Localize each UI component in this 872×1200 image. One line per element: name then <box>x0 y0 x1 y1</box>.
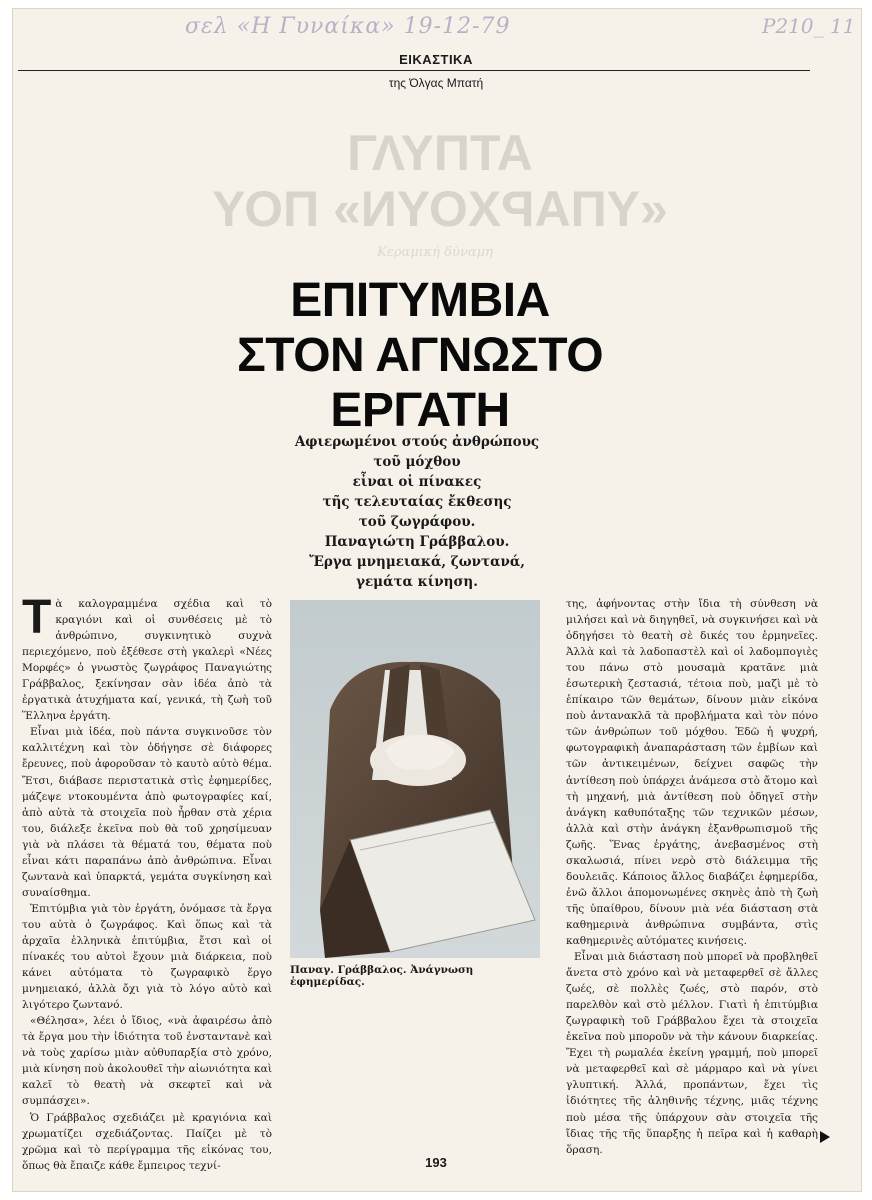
headline: ΕΠΙΤΥΜΒΙΑ ΣΤΟΝ ΑΓΝΩΣΤΟ ΕΡΓΑΤΗ <box>236 274 604 437</box>
bleed-through-text-right <box>565 420 820 590</box>
bleed-through-subtitle: Κεραμική δύναμη <box>377 245 493 260</box>
header-rule <box>18 70 810 71</box>
paragraph: Ἐπιτύμβια γιὰ τὸν ἐργάτη, ὀνόμασε τὰ ἔργα του αὐτὰ ὁ ζωγράφος. Καὶ ὅπως καὶ τὰ ἀρχαῖα ἑλληνικὰ ἐπιτύμβια, ἔτσι καὶ οἱ πίνακές του αὐτοὶ ἔχουν μιὰ διάρκεια, ποὺ κάνει αὐτόματα τὸ ζωγραφικὸ ἔργο μνημειακό, ἀλλὰ ὄχι γιὰ τὸ λόγο αὐτὸ καὶ λιγότερο ζωντανό. <box>22 902 272 1012</box>
section-title: ΕΙΚΑΣΤΙΚΑ <box>399 52 473 67</box>
paragraph: Εἶναι μιὰ διάσταση ποὺ μπορεῖ νὰ προβληθεῖ ἄνετα στὸ χρόνο καὶ νὰ μεταφερθεῖ σὲ ἄλλες ζωές, σὲ πολλὲς ζωές, στὸ παρόν, στὸ παρελθὸν καὶ στὸ μέλλον. Γιατὶ ἡ ἐπιτύμβια ζωγραφικὴ τοῦ Γράββαλου ἔχει τὰ στοιχεῖα ἐκεῖνα ποὺ μποροῦν νὰ τὴν κάνουν διαρκείας. Ἔχει τὴ ρωμαλέα ἐκείνη γραμμή, ποὺ μπορεῖ νὰ μεταφερθεῖ καὶ σὲ μάρμαρο καὶ νὰ γίνει γλυπτική. Ἀλλά, προπάντων, ἔχει τὶς ἰδιότητες τῆς ἀληθινῆς τέχνης, μιᾶς τέχνης ποὺ μέσα τῆς ὑπάρχουν σὰν στοιχεῖα τῆς ἴδιας τῆς τῆς ὕπαρξης ἡ πεῖρα καὶ ἡ καθαρὴ ὅραση. <box>566 951 818 1156</box>
paragraph: ὰ καλογραμμένα σχέδια καὶ τὸ κραγιόνι καὶ οἱ συνθέσεις μὲ τὸ ἀνθρώπινο, συγκινητικὸ συχνὰ περιεχόμενο, ποὺ ἐξέθεσε στὴ γκαλερὶ «Νέες Μορφές» ὁ γνωστὸς ζωγράφος Παναγιώτης Γράββαλος, ξεκίνησαν σὰν ἰδέα ἀπὸ τὰ ἐργατικὰ ἀτυχήματα καί, γενικά, τὴ ζωὴ τοῦ Ἕλληνα ἐργάτη. <box>22 598 272 723</box>
paragraph: Εἶναι μιὰ ἰδέα, ποὺ πάντα συγκινοῦσε τὸν καλλιτέχνη καὶ τὸν ὁδήγησε σὲ διάφορες ἔρευνες, ποὺ ἀφοροῦσαν τὸ καυτὸ αὐτὸ θέμα. Ἔτσι, διάβασε περιστατικὰ στὶς ἐφημερίδες, μάζεψε ντοκουμέντα ἀπὸ φωτογραφίες καί, ἀπὸ αὐτὰ τὰ στοιχεῖα ποὺ ἦρθαν στὰ χέρια του, διάλεξε ἐκεῖνα ποὺ θὰ τοῦ χρησίμευαν γιὰ νὰ πλάσει τὰ θέματά του, θέματα ποὺ εἶναι κάτι παραπάνω ἀπὸ ἀνθρώπινα. Εἶναι ζωντανὰ καὶ ὑπαρκτά, γεμάτα συγκίνηση καὶ συναίσθημα. <box>22 726 272 899</box>
article-column-right <box>566 596 818 1156</box>
drop-cap: Τ <box>22 591 52 644</box>
byline: της Όλγας Μπατή <box>388 76 484 90</box>
handwritten-reference: P210_ 11 <box>762 14 856 38</box>
article-column-left <box>22 591 272 1172</box>
page-number: 193 <box>425 1155 447 1170</box>
bleed-through-text-left <box>20 420 270 590</box>
handwritten-note: σελ «Η Γυναίκα» 19-12-79 <box>185 14 511 39</box>
subtitle: Αφιερωμένοι στούς ἀνθρώπους τοῦ μόχθου εἶναι οἱ πίνακες τῆς τελευταίας ἔκθεσης τοῦ ζωγράφου. Παναγιώτη Γράββαλου. Ἔργα μνημειακά, ζωντανά, γεμάτα κίνηση. <box>294 434 540 590</box>
photo-caption: Παναγ. Γράββαλος. Ἀνάγνωση ἐφημερίδας. <box>290 964 474 988</box>
continue-arrow-icon <box>820 1131 830 1143</box>
paragraph: «Θέλησα», λέει ὁ ἴδιος, «νὰ ἀφαιρέσω ἀπὸ τὰ ἔργα μου τὴν ἰδιότητα τοῦ ἐνσταντανὲ καὶ νὰ τοὺς χαρίσω μιὰν αὐθυπαρξία στὸ χρόνο, μιὰ κίνηση ποὺ ἀκολουθεῖ τὴν αἰωνιότητα καὶ καλεῖ τὸ θεατὴ νὰ σκεφτεῖ καὶ νὰ συμπάσχει». <box>22 1015 272 1108</box>
seated-figure-illustration <box>290 600 540 958</box>
paragraph: Ὁ Γράββαλος σχεδιάζει μὲ κραγιόνια καὶ χρωματίζει σχεδιάζοντας. Παίζει μὲ τὸ χρῶμα καὶ τὸ περίγραμμα τῆς εἰκόνας του, ὅπως θὰ ἔπαιζε κάθε ἔμπειρος τεχνί- <box>22 1111 272 1172</box>
painting-photo <box>290 600 540 958</box>
bleed-through-title: ΓΛΥΠΤΑ «ΥΠΑΡΧΟΥΝ» ΠΟΥ <box>212 125 668 237</box>
paragraph: της, ἀφήνοντας στὴν ἴδια τὴ σύνθεση νὰ μιλήσει καὶ νὰ διηγηθεῖ, νὰ συγκινήσει καὶ νὰ ὁδηγήσει τὸ θεατὴ σὲ δικές του ἑρμηνεῖες. Ἀλλὰ καὶ τὰ λαδοπαστὲλ καὶ οἱ λαδομπογιὲς του πάνω στὸ μουσαμὰ κρατᾶνε μιὰ ἐσωτερικὴ ζεστασιά, τέτοια ποὺ, μαζὶ μὲ τὸ ἐπίκαιρο τῶν θεμάτων, δίνουν μιὰν εἰκόνα ποὺ ἀντανακλᾶ τὰ προβλήματα καὶ τὸν πόνο τῶν ἀνθρώπων τοῦ μόχθου. Ἐδῶ ἡ ψυχρή, φωτογραφικὴ ἀναπαράσταση τῶν ἐμβίων καὶ τῶν ἀντικειμένων, δείχνει σαφῶς τὴν ἀντίθεση ποὺ ὑπάρχει ἀνάμεσα στὸ ἄτομο καὶ τὴ μηχανή, μιὰ ἀντίθεση ποὺ ὁδηγεῖ στὴν ἀνάγκη καθυπόταξης τῶν τεχνικῶν μέσων, ἀλλὰ καὶ στὴν ἀνάγκη ἐξανθρωπισμοῦ τῆς ζωῆς. Ἕνας ἐργάτης, ἀνεβασμένος στὴ σκαλωσιά, πίνει νερὸ στὸ διάλειμμα τῆς δουλειᾶς. Κάποιος ἄλλος διαβάζει ἐφημερίδα, ἐνῶ ἄλλοι ἀπομονωμένες σκηνὲς ἀπὸ τὴ ζωὴ τῆς ὑπαίθρου, δίνουν μιὰ νέα διάσταση στὰ καθημερινὰ ἀνθρώπινα συμβάντα, στὶς καθημερινὲς αὐτόματες κινήσεις. <box>566 598 818 947</box>
